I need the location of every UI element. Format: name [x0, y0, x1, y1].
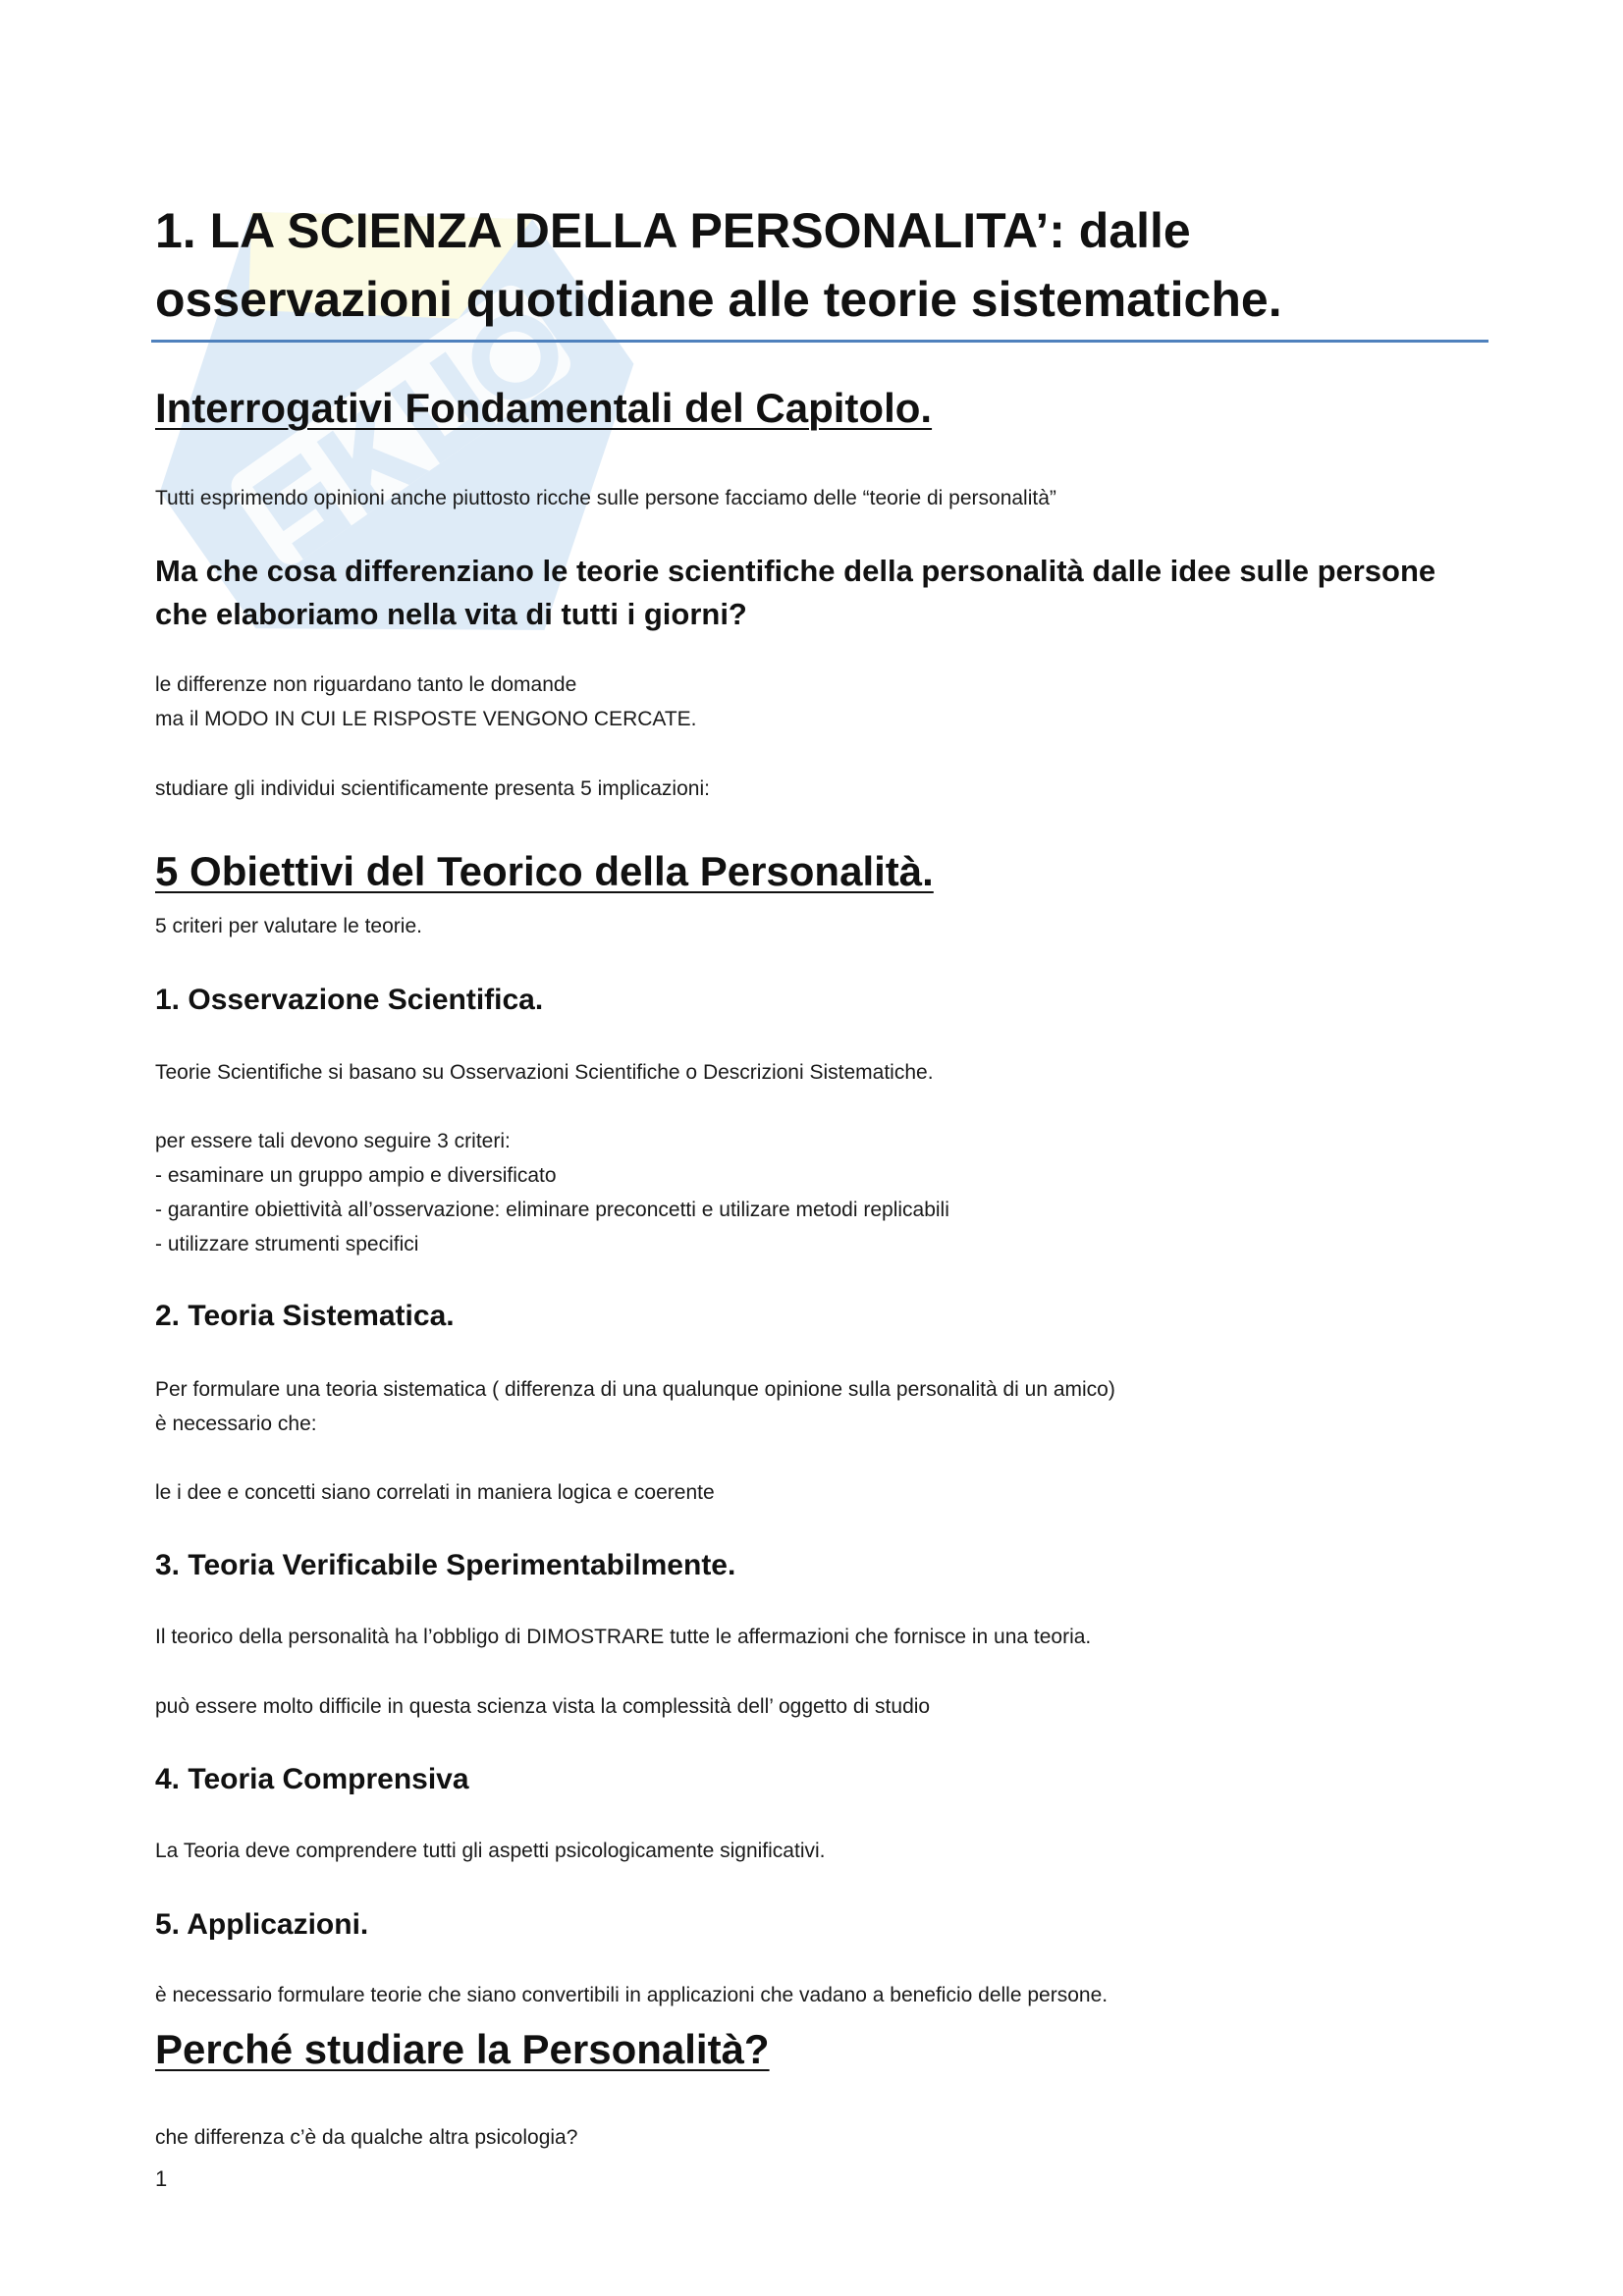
item-line: - esaminare un gruppo ampio e diversificato: [155, 1164, 557, 1187]
answer-line-2: ma il MODO IN CUI LE RISPOSTE VENGONO CERCATE.: [155, 708, 697, 730]
item-line: le i dee e concetti siano correlati in maniera logica e coerente: [155, 1481, 715, 1504]
implications-paragraph: studiare gli individui scientificamente presenta 5 implicazioni:: [155, 777, 710, 800]
item-heading: 1. Osservazione Scientifica.: [155, 984, 544, 1016]
item-heading: 3. Teoria Verificabile Sperimentabilmente.: [155, 1549, 736, 1581]
key-question: Ma che cosa differenziano le teorie scientifiche della personalità dalle idee sulle persone che elaboriamo nella vita di tutti i giorni?: [155, 554, 1436, 631]
heading-perche: Perché studiare la Personalità?: [155, 2026, 770, 2072]
heading-interrogativi: Interrogativi Fondamentali del Capitolo.: [155, 385, 933, 431]
page-number: 1: [155, 2166, 168, 2191]
item-line: può essere molto difficile in questa scienza vista la complessità dell’ oggetto di studio: [155, 1695, 931, 1718]
title-divider: [151, 340, 1488, 343]
criteria-subtitle: 5 criteri per valutare le teorie.: [155, 915, 422, 937]
perche-paragraph: che differenza c’è da qualche altra psicologia?: [155, 2126, 578, 2149]
intro-paragraph: Tutti esprimendo opinioni anche piuttosto ricche sulle persone facciamo delle “teorie di personalità”: [155, 487, 1056, 509]
page-title: 1. LA SCIENZA DELLA PERSONALITA’: dalle osservazioni quotidiane alle teorie sistematiche.: [155, 203, 1282, 327]
item-line: - utilizzare strumenti specifici: [155, 1233, 419, 1255]
document-page: [155, 0, 1490, 2296]
item-line: La Teoria deve comprendere tutti gli aspetti psicologicamente significativi.: [155, 1840, 826, 1862]
item-line: è necessario che:: [155, 1413, 317, 1435]
item-line: per essere tali devono seguire 3 criteri:: [155, 1130, 511, 1152]
item-heading: 5. Applicazioni.: [155, 1908, 369, 1941]
item-line: - garantire obiettività all’osservazione: eliminare preconcetti e utilizare metodi replicabili: [155, 1199, 949, 1221]
item-line: è necessario formulare teorie che siano convertibili in applicazioni che vadano a beneficio delle persone.: [155, 1984, 1109, 2006]
answer-line-1: le differenze non riguardano tanto le domande: [155, 673, 577, 696]
item-heading: 2. Teoria Sistematica.: [155, 1300, 455, 1332]
item-line: Per formulare una teoria sistematica ( differenza di una qualunque opinione sulla personalità di un amico): [155, 1378, 1115, 1401]
item-heading: 4. Teoria Comprensiva: [155, 1763, 469, 1795]
item-line: Il teorico della personalità ha l’obbligo di DIMOSTRARE tutte le affermazioni che fornisce in una teoria.: [155, 1626, 1092, 1648]
heading-obiettivi: 5 Obiettivi del Teorico della Personalità.: [155, 848, 934, 894]
item-line: Teorie Scientifiche si basano su Osservazioni Scientifiche o Descrizioni Sistematiche.: [155, 1061, 934, 1084]
